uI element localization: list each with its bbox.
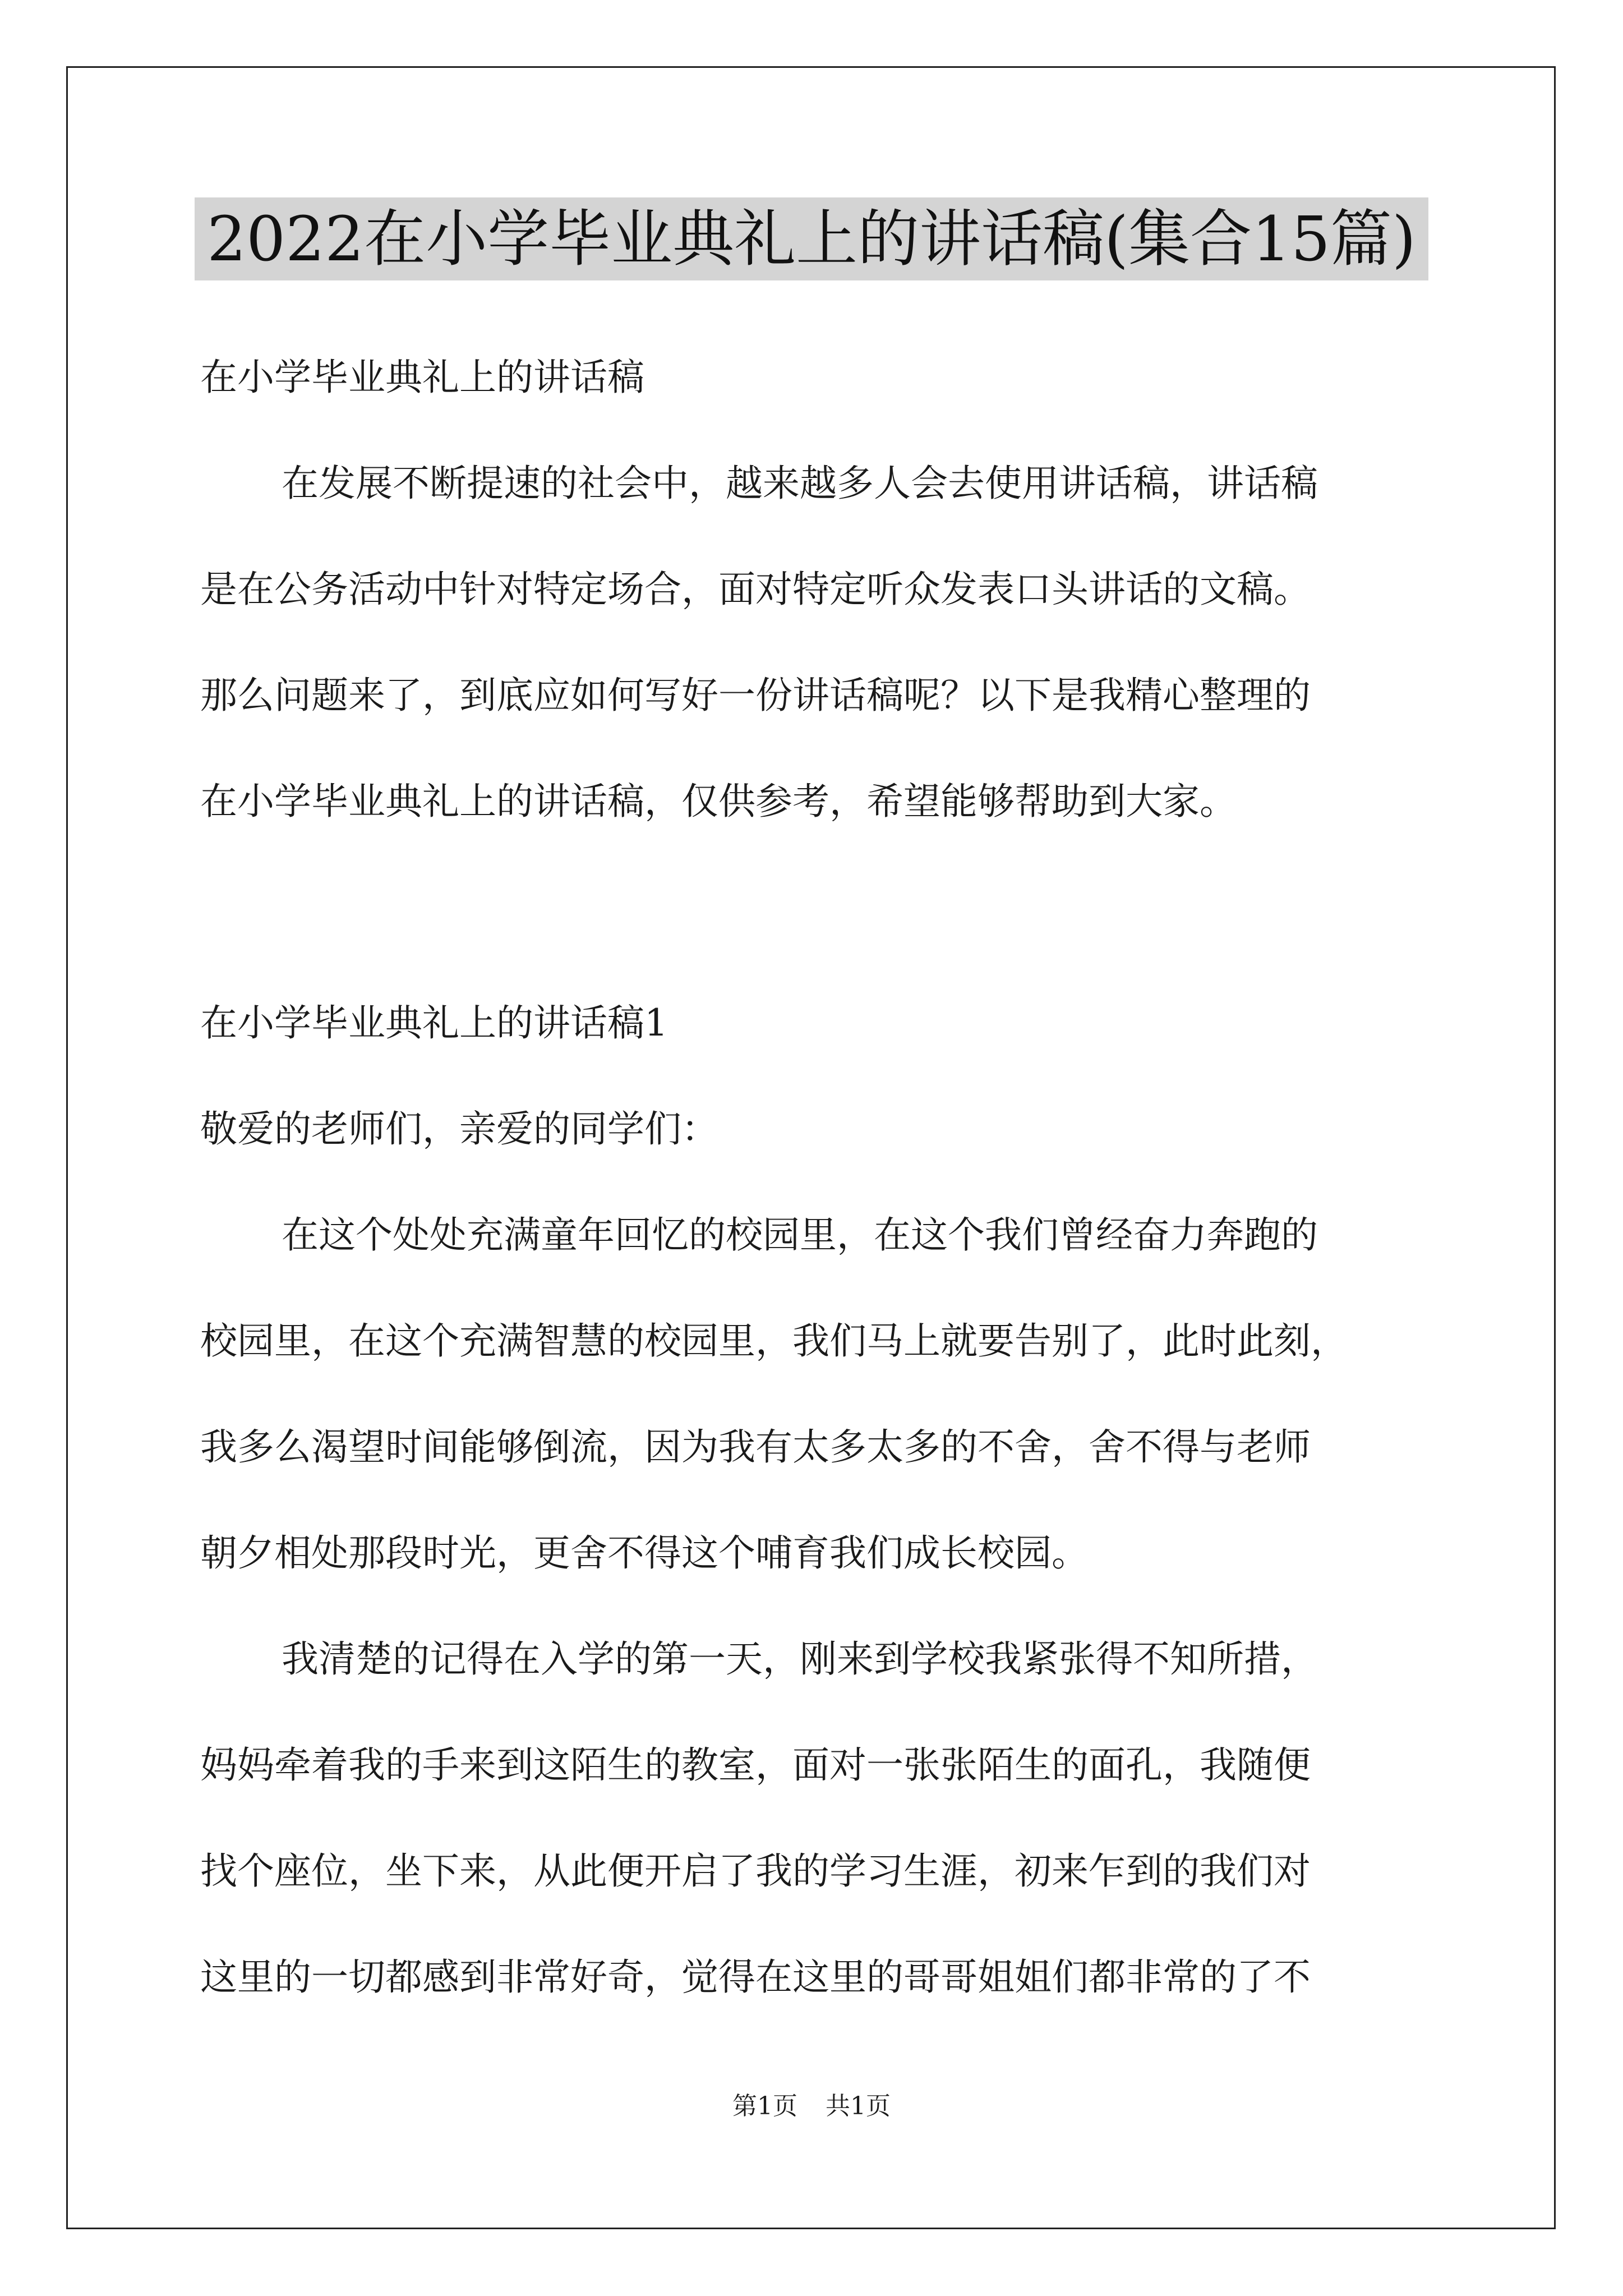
speech-paragraph-line: 我清楚的记得在入学的第一天，刚来到学校我紧张得不知所措， [282,1637,1318,1681]
page-footer [0,2090,1623,2123]
section-heading-intro: 在小学毕业典礼上的讲话稿 [200,356,644,399]
intro-paragraph-line: 那么问题来了，到底应如何写好一份讲话稿呢？以下是我精心整理的 [200,674,1311,717]
speech-salutation: 敬爱的老师们，亲爱的同学们： [200,1107,718,1151]
intro-paragraph-line: 是在公务活动中针对特定场合，面对特定听众发表口头讲话的文稿。 [200,568,1311,611]
speech-paragraph-line: 朝夕相处那段时光，更舍不得这个哺育我们成长校园。 [200,1531,1089,1575]
speech-1-heading: 在小学毕业典礼上的讲话稿1 [200,1001,668,1045]
intro-paragraph-line: 在小学毕业典礼上的讲话稿，仅供参考，希望能够帮助到大家。 [200,780,1237,823]
intro-paragraph-line: 在发展不断提速的社会中，越来越多人会去使用讲话稿，讲话稿 [282,462,1318,505]
speech-paragraph-line: 找个座位，坐下来，从此便开启了我的学习生涯，初来乍到的我们对 [200,1849,1311,1893]
page-number-current: 第1页 [732,2092,797,2120]
document-title: 2022在小学毕业典礼上的讲话稿(集合15篇) [195,197,1428,280]
speech-paragraph-line: 校园里，在这个充满智慧的校园里，我们马上就要告别了，此时此刻， [200,1319,1348,1363]
speech-paragraph-line: 在这个处处充满童年回忆的校园里，在这个我们曾经奋力奔跑的 [282,1213,1318,1257]
page-number-total: 共1页 [826,2092,891,2120]
speech-paragraph-line: 这里的一切都感到非常好奇，觉得在这里的哥哥姐姐们都非常的了不 [200,1955,1311,1999]
speech-paragraph-line: 我多么渴望时间能够倒流，因为我有太多太多的不舍，舍不得与老师 [200,1425,1311,1469]
speech-paragraph-line: 妈妈牵着我的手来到这陌生的教室，面对一张张陌生的面孔，我随便 [200,1743,1311,1787]
title-container [0,197,1623,280]
